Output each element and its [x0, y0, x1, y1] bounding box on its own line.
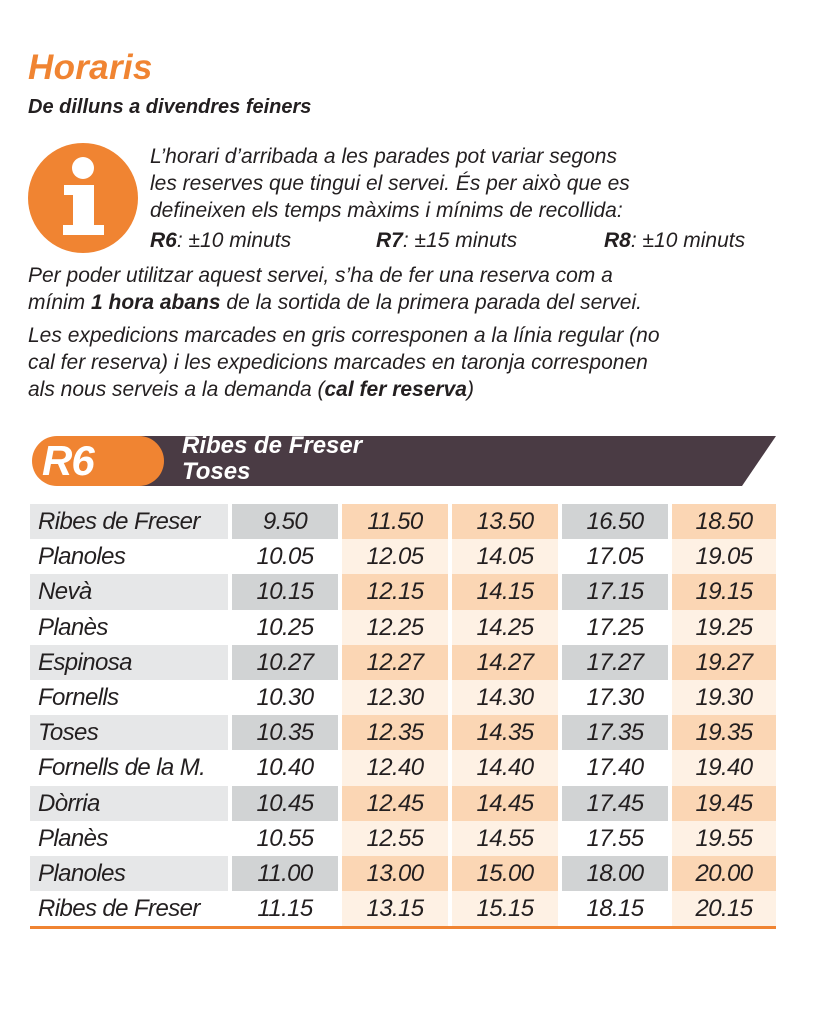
tolerance-route: R7	[376, 229, 403, 252]
route-origin: Ribes de Freser	[182, 432, 363, 459]
departure-time: 10.35	[228, 715, 338, 750]
departure-time: 12.15	[338, 574, 448, 609]
tolerance-route: R6	[150, 229, 177, 252]
departure-time: 15.15	[448, 891, 558, 926]
stop-name: Espinosa	[30, 645, 228, 680]
departure-time: 12.45	[338, 786, 448, 821]
departure-time: 19.25	[668, 610, 776, 645]
table-row	[30, 821, 776, 856]
stop-name: Dòrria	[30, 786, 228, 821]
info-note	[150, 143, 790, 224]
departure-time: 18.00	[558, 856, 668, 891]
departure-time: 17.40	[558, 750, 668, 785]
departure-time: 14.25	[448, 610, 558, 645]
departure-time: 10.55	[228, 821, 338, 856]
departure-time: 15.00	[448, 856, 558, 891]
table-row	[30, 574, 776, 609]
timetable-bottom-rule	[30, 926, 776, 929]
booking-line: Per poder utilitzar aquest servei, s’ha de fer una reserva com a	[28, 264, 613, 287]
table-row	[30, 750, 776, 785]
departure-time: 16.50	[558, 504, 668, 539]
stop-name: Ribes de Freser	[38, 895, 200, 923]
stop-name: Fornells de la M.	[38, 754, 206, 782]
stop-name: Planès	[38, 824, 108, 852]
departure-time: 12.40	[338, 750, 448, 785]
tolerance-value: : ±15 minuts	[402, 229, 518, 252]
departure-time: 12.35	[338, 715, 448, 750]
departure-time: 14.05	[448, 539, 558, 574]
departure-time: 10.25	[228, 610, 338, 645]
departure-time: 19.05	[668, 539, 776, 574]
departure-time: 11.50	[338, 504, 448, 539]
booking-note	[28, 262, 798, 316]
departure-time: 19.45	[668, 786, 776, 821]
legend-line: Les expedicions marcades en gris corresponen a la línia regular (no	[28, 324, 660, 347]
info-line: L’horari d’arribada a les parades pot variar segons	[150, 145, 617, 168]
stop-name: Planoles	[38, 543, 126, 571]
legend-note	[28, 322, 798, 403]
departure-time: 17.30	[558, 680, 668, 715]
table-row	[30, 539, 776, 574]
departure-time: 14.35	[448, 715, 558, 750]
departure-time: 10.40	[228, 750, 338, 785]
table-row	[30, 891, 776, 926]
departure-time: 13.00	[338, 856, 448, 891]
route-destination: Toses	[182, 458, 251, 485]
departure-time: 12.55	[338, 821, 448, 856]
departure-time: 17.55	[558, 821, 668, 856]
departure-time: 18.15	[558, 891, 668, 926]
tolerance-route: R8	[604, 229, 631, 252]
departure-time: 14.27	[448, 645, 558, 680]
table-row	[30, 715, 776, 750]
departure-time: 19.15	[668, 574, 776, 609]
stop-name: Nevà	[30, 574, 228, 609]
departure-time: 14.55	[448, 821, 558, 856]
table-row	[30, 856, 776, 891]
tolerance-r6	[150, 229, 291, 253]
departure-time: 17.45	[558, 786, 668, 821]
tolerance-r8	[604, 229, 745, 253]
table-row	[30, 610, 776, 645]
info-icon	[28, 143, 138, 253]
departure-time: 19.40	[668, 750, 776, 785]
departure-time: 12.30	[338, 680, 448, 715]
departure-time: 10.05	[228, 539, 338, 574]
table-row	[30, 645, 776, 680]
booking-line: mínim 1 hora abans de la sortida de la primera parada del servei.	[28, 291, 642, 314]
departure-time: 10.30	[228, 680, 338, 715]
departure-time: 10.27	[228, 645, 338, 680]
stop-name: Fornells	[38, 683, 119, 711]
departure-time: 19.35	[668, 715, 776, 750]
route-code: R6	[42, 437, 94, 484]
tolerance-r7	[376, 229, 517, 253]
departure-time: 18.50	[668, 504, 776, 539]
departure-time: 14.45	[448, 786, 558, 821]
info-line: les reserves que tingui el servei. És per això que es	[150, 172, 630, 195]
table-row	[30, 786, 776, 821]
table-row	[30, 680, 776, 715]
departure-time: 17.15	[558, 574, 668, 609]
departure-time: 12.05	[338, 539, 448, 574]
departure-time: 19.30	[668, 680, 776, 715]
page-title: Horaris	[28, 48, 153, 87]
legend-line: als nous serveis a la demanda (cal fer reserva)	[28, 378, 474, 401]
departure-time: 13.15	[338, 891, 448, 926]
departure-time: 10.45	[228, 786, 338, 821]
departure-time: 19.27	[668, 645, 776, 680]
legend-line: cal fer reserva) i les expedicions marcades en taronja corresponen	[28, 351, 648, 374]
stop-name: Planoles	[30, 856, 228, 891]
info-line: defineixen els temps màxims i mínims de recollida:	[150, 199, 623, 222]
departure-time: 11.00	[228, 856, 338, 891]
departure-time: 14.40	[448, 750, 558, 785]
departure-time: 12.27	[338, 645, 448, 680]
departure-time: 14.30	[448, 680, 558, 715]
departure-time: 17.35	[558, 715, 668, 750]
stop-name: Toses	[30, 715, 228, 750]
page-subtitle: De dilluns a divendres feiners	[28, 96, 312, 118]
route-header	[30, 432, 776, 490]
stop-name: Planès	[38, 613, 108, 641]
departure-time: 14.15	[448, 574, 558, 609]
departure-time: 19.55	[668, 821, 776, 856]
departure-time: 10.15	[228, 574, 338, 609]
departure-time: 17.27	[558, 645, 668, 680]
tolerance-value: : ±10 minuts	[176, 229, 292, 252]
timetable	[30, 504, 776, 926]
table-row	[30, 504, 776, 539]
departure-time: 17.25	[558, 610, 668, 645]
stop-name: Ribes de Freser	[30, 504, 228, 539]
departure-time: 20.15	[668, 891, 776, 926]
departure-time: 11.15	[228, 891, 338, 926]
departure-time: 20.00	[668, 856, 776, 891]
departure-time: 12.25	[338, 610, 448, 645]
tolerance-value: : ±10 minuts	[630, 229, 746, 252]
departure-time: 17.05	[558, 539, 668, 574]
departure-time: 9.50	[228, 504, 338, 539]
departure-time: 13.50	[448, 504, 558, 539]
